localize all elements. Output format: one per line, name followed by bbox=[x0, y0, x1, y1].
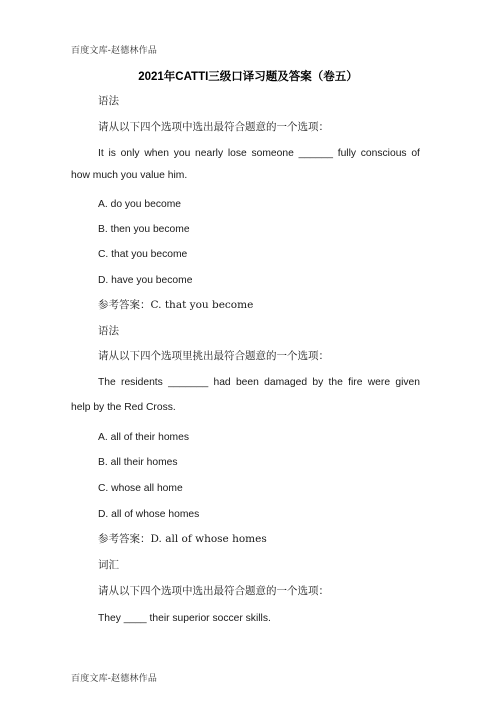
q1-stem-word: It bbox=[98, 148, 104, 159]
document-title: 2021年CATTI三级口译习题及答案（卷五） bbox=[138, 71, 358, 83]
q2-stem-word: the bbox=[328, 377, 343, 388]
page-header-note: 百度文库-赵德林作品 bbox=[71, 46, 158, 56]
q1-stem-word: only bbox=[120, 148, 140, 159]
q1-stem-word: ______ bbox=[298, 148, 333, 159]
q2-stem-word: The bbox=[98, 377, 116, 388]
q3-stem: They ____ their superior soccer skills. bbox=[98, 613, 271, 624]
q3-category: 词汇 bbox=[98, 559, 119, 571]
q3-instruction: 请从以下四个选项中选出最符合题意的一个选项： bbox=[98, 585, 329, 597]
q1-stem-word: nearly bbox=[195, 148, 224, 159]
q2-stem-word: been bbox=[235, 377, 259, 388]
q1-stem-word: you bbox=[173, 148, 191, 159]
q2-stem-word: residents bbox=[121, 377, 163, 388]
q1-stem-word: fully bbox=[337, 148, 357, 159]
q2-category: 语法 bbox=[98, 325, 119, 337]
q1-stem-line1 bbox=[98, 147, 420, 160]
q1-stem-word: lose bbox=[227, 148, 247, 159]
q2-stem-line2: help by the Red Cross. bbox=[71, 402, 176, 413]
q1-stem-line2: how much you value him. bbox=[71, 170, 188, 181]
q1-option-b: B. then you become bbox=[98, 224, 190, 235]
q1-option-a: A. do you become bbox=[98, 199, 181, 210]
q2-stem-word: given bbox=[395, 377, 420, 388]
q2-option-d: D. all of whose homes bbox=[98, 509, 200, 520]
q1-answer: 参考答案：C. that you become bbox=[98, 299, 254, 311]
q2-stem-line1 bbox=[98, 376, 420, 389]
q2-instruction: 请从以下四个选项里挑出最符合题意的一个选项： bbox=[98, 350, 329, 362]
q2-option-b: B. all their homes bbox=[98, 457, 178, 468]
q1-instruction: 请从以下四个选项中选出最符合题意的一个选项： bbox=[98, 121, 329, 133]
q2-answer: 参考答案：D. all of whose homes bbox=[98, 533, 267, 545]
q2-stem-word: were bbox=[367, 377, 391, 388]
q1-stem-word: of bbox=[411, 148, 420, 159]
q2-stem-word: had bbox=[213, 377, 231, 388]
q1-category: 语法 bbox=[98, 95, 119, 107]
q1-option-c: C. that you become bbox=[98, 249, 188, 260]
q1-stem-word: when bbox=[144, 148, 169, 159]
q1-stem-word: conscious bbox=[360, 148, 407, 159]
q2-stem-word: by bbox=[312, 377, 324, 388]
q1-option-d: D. have you become bbox=[98, 275, 193, 286]
q1-stem-word: is bbox=[108, 148, 116, 159]
q2-option-c: C. whose all home bbox=[98, 483, 183, 494]
q1-stem-word: someone bbox=[251, 148, 294, 159]
q2-stem-word: fire bbox=[348, 377, 363, 388]
q2-stem-word: _______ bbox=[168, 377, 209, 388]
q2-option-a: A. all of their homes bbox=[98, 432, 189, 443]
page-footer-note: 百度文库-赵德林作品 bbox=[71, 674, 158, 684]
q2-stem-word: damaged bbox=[264, 377, 308, 388]
